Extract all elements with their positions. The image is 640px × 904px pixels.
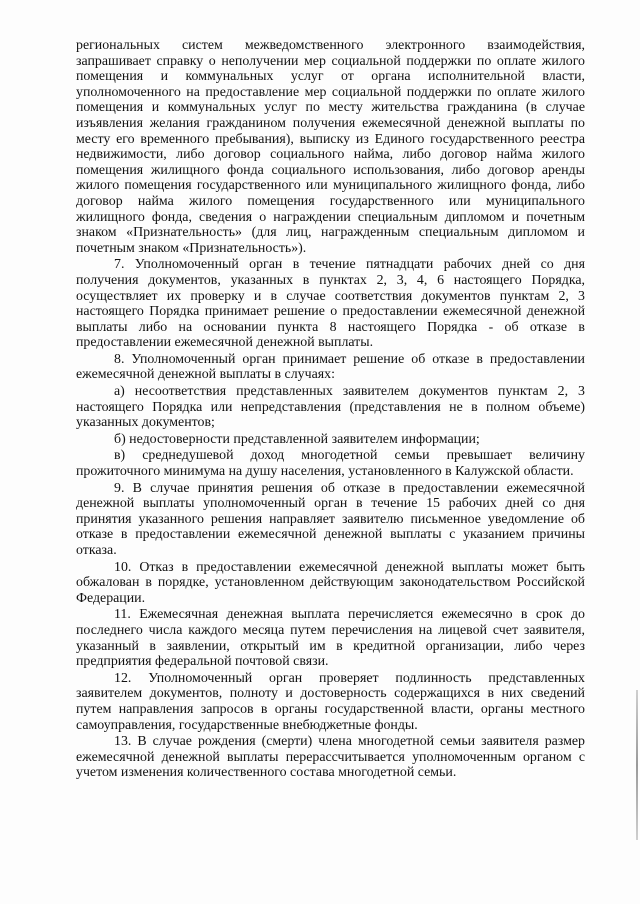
paragraph-7: 7. Уполномоченный орган в течение пятнадцати рабочих дней со дня получения документов, указанных в пунктах 2, 3, 4, 6 настоящего Порядка, осуществляет их проверку и в случае соответствия документов пунктам 2, 3 настоящего Порядка принимает решение о предоставлении ежемесячной денежной выплаты либо на основании пункта 8 настоящего Порядка - об отказе в предоставлении ежемесячной денежной выплаты. bbox=[76, 257, 585, 351]
paragraph-8c: в) среднедушевой доход многодетной семьи превышает величину прожиточного минимума на душу населения, установленного в Калужской области. bbox=[76, 448, 585, 480]
scan-edge-mark bbox=[636, 690, 638, 840]
document-body bbox=[76, 38, 585, 781]
paragraph-8a: а) несоответствия представленных заявителем документов пунктам 2, 3 настоящего Порядка или непредставления (представления не в полном объеме) указанных документов; bbox=[76, 384, 585, 431]
paragraph-8: 8. Уполномоченный орган принимает решение об отказе в предоставлении ежемесячной денежной выплаты в случаях: bbox=[76, 351, 585, 383]
paragraph-9: 9. В случае принятия решения об отказе в предоставлении ежемесячной денежной выплаты уполномоченный орган в течение 15 рабочих дней со дня принятия указанного решения направляет заявителю письменное уведомление об отказе в предоставлении ежемесячной денежной выплаты с указанием причины отказа. bbox=[76, 480, 585, 558]
paragraph-8b: б) недостоверности представленной заявителем информации; bbox=[114, 431, 480, 447]
paragraph-10: 10. Отказ в предоставлении ежемесячной денежной выплаты может быть обжалован в порядке, установленном действующим законодательством Российской Федерации. bbox=[76, 559, 585, 606]
paragraph-continued: региональных систем межведомственного электронного взаимодействия, запрашивает справку о неполучении мер социальной поддержки по оплате жилого помещения и коммунальных услуг от органа исполнительной власти, уполномоченного на предоставление мер социальной поддержки по оплате жилого помещения и коммунальных услуг по месту жительства гражданина (в случае изъявления желания гражданином получения ежемесячной денежной выплаты по месту его временного пребывания), выписку из Единого государственного реестра недвижимости, либо договор социального найма, либо договор найма жилого помещения жилищного фонда социального использования, либо договор аренды жилого помещения государственного или муниципального жилищного фонда, либо договор найма жилого помещения государственного или муниципального жилищного фонда, сведения о награждении специальным дипломом и почетным знаком «Признательность» (для лиц, награжденным специальным дипломом и почетным знаком «Признательность»). bbox=[76, 38, 585, 256]
paragraph-12: 12. Уполномоченный орган проверяет подлинность представленных заявителем документов, полноту и достоверность содержащихся в них сведений путем направления запросов в органы государственной власти, органы местного самоуправления, государственные внебюджетные фонды. bbox=[76, 670, 585, 733]
paragraph-13: 13. В случае рождения (смерти) члена многодетной семьи заявителя размер ежемесячной денежной выплаты перерассчитывается уполномоченным органом с учетом изменения количественного состава многодетной семьи. bbox=[76, 734, 585, 781]
paragraph-11: 11. Ежемесячная денежная выплата перечисляется ежемесячно в срок до последнего числа каждого месяца путем перечисления на лицевой счет заявителя, указанный в заявлении, открытый им в кредитной организации, либо через предприятия федеральной почтовой связи. bbox=[76, 607, 585, 670]
